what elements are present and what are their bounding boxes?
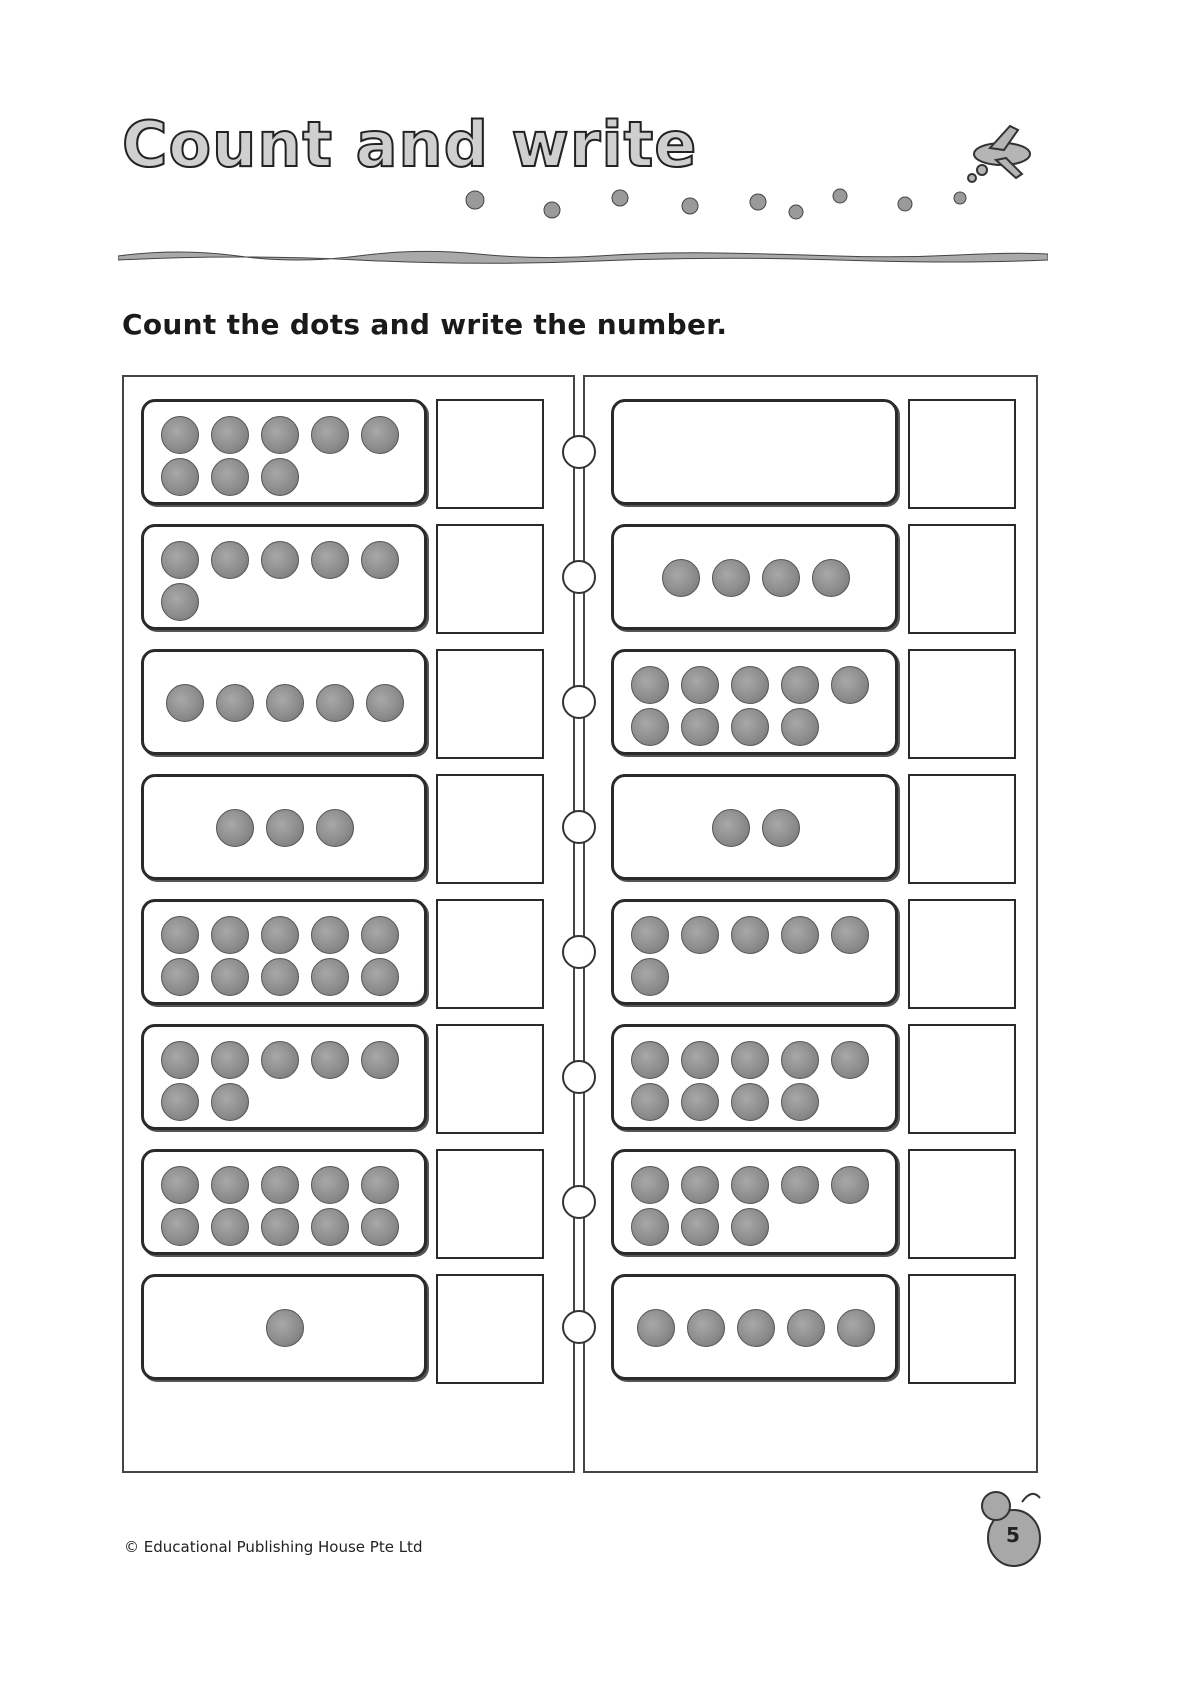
dot xyxy=(662,559,700,597)
dot xyxy=(261,916,299,954)
dot xyxy=(311,958,349,996)
dot xyxy=(161,1166,199,1204)
dot xyxy=(311,1166,349,1204)
left-row-3 xyxy=(124,649,573,759)
answer-box[interactable] xyxy=(436,399,544,509)
dot xyxy=(161,916,199,954)
left-panel xyxy=(122,375,575,1473)
right-row-2 xyxy=(585,524,1036,634)
binder-ring xyxy=(562,810,596,844)
right-row-5 xyxy=(585,899,1036,1009)
dot xyxy=(266,684,304,722)
binder-ring xyxy=(562,435,596,469)
dot xyxy=(781,1166,819,1204)
dot-card xyxy=(611,774,898,880)
dot xyxy=(261,1041,299,1079)
left-row-5 xyxy=(124,899,573,1009)
dot-card xyxy=(611,899,898,1005)
left-row-2 xyxy=(124,524,573,634)
dot xyxy=(161,1208,199,1246)
dot xyxy=(266,1309,304,1347)
answer-box[interactable] xyxy=(436,1149,544,1259)
answer-box[interactable] xyxy=(436,649,544,759)
answer-box[interactable] xyxy=(436,1274,544,1384)
dot-card xyxy=(141,1024,427,1130)
dot xyxy=(261,458,299,496)
binder-ring xyxy=(562,685,596,719)
dot xyxy=(781,666,819,704)
dot xyxy=(311,416,349,454)
dot xyxy=(216,809,254,847)
dot xyxy=(712,559,750,597)
binder-ring xyxy=(562,1060,596,1094)
dot xyxy=(261,1208,299,1246)
dot xyxy=(631,916,669,954)
dot-card xyxy=(611,649,898,755)
dot xyxy=(762,809,800,847)
answer-box[interactable] xyxy=(436,1024,544,1134)
dot-card xyxy=(141,1274,427,1380)
dot xyxy=(681,1083,719,1121)
dot xyxy=(631,1208,669,1246)
dot xyxy=(681,1208,719,1246)
dot xyxy=(762,559,800,597)
dot xyxy=(687,1309,725,1347)
dot xyxy=(211,1083,249,1121)
dot xyxy=(631,1041,669,1079)
dot xyxy=(712,809,750,847)
dot xyxy=(637,1309,675,1347)
dot xyxy=(261,958,299,996)
page-number: 5 xyxy=(1006,1523,1020,1547)
dot xyxy=(731,916,769,954)
dot xyxy=(261,416,299,454)
dot-card xyxy=(611,1274,898,1380)
dot xyxy=(166,684,204,722)
dot xyxy=(211,458,249,496)
left-row-6 xyxy=(124,1024,573,1134)
dot-card xyxy=(611,1024,898,1130)
dot xyxy=(781,1083,819,1121)
dot xyxy=(361,541,399,579)
dot xyxy=(831,1166,869,1204)
binder-ring xyxy=(562,935,596,969)
dot xyxy=(311,541,349,579)
dot xyxy=(731,1083,769,1121)
dot-card xyxy=(141,399,427,505)
answer-box[interactable] xyxy=(908,399,1016,509)
dot xyxy=(366,684,404,722)
dot xyxy=(361,416,399,454)
dot xyxy=(831,1041,869,1079)
dot xyxy=(681,1166,719,1204)
dot xyxy=(681,916,719,954)
answer-box[interactable] xyxy=(908,899,1016,1009)
right-row-1 xyxy=(585,399,1036,509)
dot-card xyxy=(611,1149,898,1255)
binder-ring xyxy=(562,1310,596,1344)
dot xyxy=(261,1166,299,1204)
dot xyxy=(261,541,299,579)
binder-ring xyxy=(562,560,596,594)
right-row-6 xyxy=(585,1024,1036,1134)
dot xyxy=(781,916,819,954)
right-row-8 xyxy=(585,1274,1036,1384)
dot xyxy=(631,708,669,746)
dot xyxy=(211,958,249,996)
dot xyxy=(211,541,249,579)
dot xyxy=(266,809,304,847)
dot xyxy=(731,1166,769,1204)
dot xyxy=(787,1309,825,1347)
dot xyxy=(161,541,199,579)
answer-box[interactable] xyxy=(908,524,1016,634)
dot-card xyxy=(141,1149,427,1255)
dot xyxy=(316,809,354,847)
dot xyxy=(681,666,719,704)
answer-box[interactable] xyxy=(436,524,544,634)
dot xyxy=(631,1166,669,1204)
answer-box[interactable] xyxy=(908,774,1016,884)
right-row-3 xyxy=(585,649,1036,759)
left-row-8 xyxy=(124,1274,573,1384)
right-panel xyxy=(583,375,1038,1473)
dot xyxy=(361,916,399,954)
dot xyxy=(631,666,669,704)
dot xyxy=(361,958,399,996)
dot xyxy=(211,1041,249,1079)
dot xyxy=(211,416,249,454)
dot xyxy=(161,583,199,621)
right-row-4 xyxy=(585,774,1036,884)
dot xyxy=(731,1041,769,1079)
dot xyxy=(831,916,869,954)
dot xyxy=(311,1208,349,1246)
dot xyxy=(681,1041,719,1079)
airplane-icon xyxy=(960,118,1040,188)
dot-card xyxy=(611,524,898,630)
dot-card xyxy=(141,774,427,880)
dot xyxy=(211,1208,249,1246)
dot xyxy=(361,1166,399,1204)
right-row-7 xyxy=(585,1149,1036,1259)
dot xyxy=(631,958,669,996)
dot xyxy=(161,958,199,996)
left-row-4 xyxy=(124,774,573,884)
dot xyxy=(812,559,850,597)
dot xyxy=(731,666,769,704)
answer-box[interactable] xyxy=(908,1274,1016,1384)
instruction-text: Count the dots and write the number. xyxy=(122,308,728,341)
dot xyxy=(731,708,769,746)
flower-trail-icon xyxy=(440,180,1020,230)
answer-box[interactable] xyxy=(908,1024,1016,1134)
dot xyxy=(311,916,349,954)
dot xyxy=(211,1166,249,1204)
dot xyxy=(361,1041,399,1079)
left-row-1 xyxy=(124,399,573,509)
copyright-text: © Educational Publishing House Pte Ltd xyxy=(124,1538,423,1556)
dot-card xyxy=(141,649,427,755)
dot xyxy=(216,684,254,722)
dot xyxy=(316,684,354,722)
dot xyxy=(731,1208,769,1246)
page-title: Count and write xyxy=(122,108,698,181)
dot xyxy=(831,666,869,704)
dot xyxy=(737,1309,775,1347)
dot xyxy=(681,708,719,746)
dot xyxy=(161,458,199,496)
answer-box[interactable] xyxy=(908,649,1016,759)
divider-ribbon xyxy=(118,244,1048,266)
dot xyxy=(161,1041,199,1079)
dot xyxy=(631,1083,669,1121)
answer-box[interactable] xyxy=(436,899,544,1009)
answer-box[interactable] xyxy=(436,774,544,884)
dot-card xyxy=(141,899,427,1005)
dot xyxy=(311,1041,349,1079)
left-row-7 xyxy=(124,1149,573,1259)
dot xyxy=(211,916,249,954)
dot xyxy=(781,708,819,746)
dot xyxy=(781,1041,819,1079)
dot xyxy=(161,1083,199,1121)
answer-box[interactable] xyxy=(908,1149,1016,1259)
dot xyxy=(837,1309,875,1347)
dot xyxy=(161,416,199,454)
dot-card xyxy=(141,524,427,630)
binder-ring xyxy=(562,1185,596,1219)
dot-card xyxy=(611,399,898,505)
dot xyxy=(361,1208,399,1246)
